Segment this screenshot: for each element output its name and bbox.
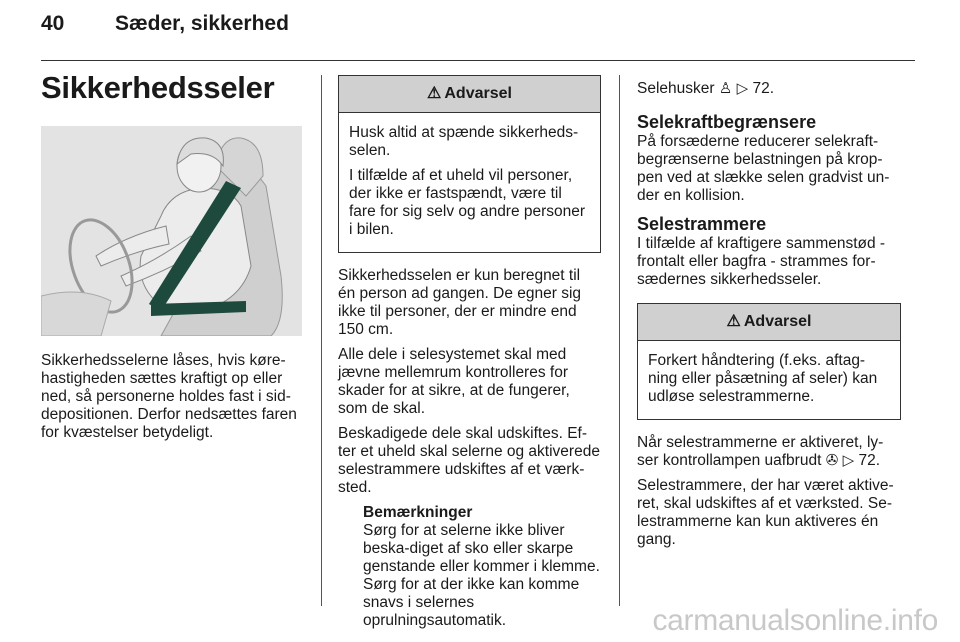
page-reference-arrow-icon: ▷ — [842, 452, 855, 469]
section-text: I tilfælde af kraftigere sammenstød - frontalt eller bagfra - strammes for-sædernes sikkerhedsseler. — [637, 235, 886, 288]
warning-text: I tilfælde af et uheld vil personer, der ikke er fastspændt, være til fare for sig selv og andre personer i bilen. — [349, 167, 586, 238]
warning-text: Husk altid at spænde sikkerheds-selen. — [349, 124, 579, 159]
note-block — [338, 504, 601, 630]
section-heading: Selestrammere — [637, 214, 767, 234]
page-header — [41, 12, 289, 36]
section-belt-force-limiters — [637, 112, 901, 205]
warning-body — [339, 113, 600, 252]
paragraph: Sikkerhedsselerne låses, hvis køre-hastigheden sættes kraftigt op eller ned, så personerne holdes fast i sid-depositionen. Derfor nedsættes faren for kvæstelser betydeligt. — [41, 352, 297, 441]
section-belt-pretensioners — [637, 214, 901, 289]
seatbelt-reminder-icon: ♙ — [718, 80, 733, 97]
warning-triangle-icon: ⚠ — [427, 85, 442, 102]
seatbelt-reminder-ref — [637, 80, 901, 98]
column-2 — [338, 75, 601, 630]
paragraph: Selestrammere, der har været aktive-ret, skal udskiftes af et værksted. Se-lestrammerne kan kun aktiveres én gang. — [637, 477, 894, 548]
note-text: Sørg for at selerne ikke bliver beska-diget af sko eller skarpe genstande eller kommer i klemme. Sørg for at der ikke kan komme snavs i selernes oprulningsautomatik. — [363, 522, 600, 629]
column-divider — [321, 75, 322, 606]
warning-text: Forkert håndtering (f.eks. aftag-ning eller påsætning af seler) kan udløse selestrammerne. — [648, 352, 878, 405]
section-text: På forsæderne reducerer selekraft-begrænserne belastningen på krop-pen ved at slække selen gradvist un-der en kollision. — [637, 133, 890, 204]
note-title: Bemærkninger — [363, 504, 473, 521]
watermark: carmanualsonline.info — [652, 604, 938, 637]
airbag-warning-icon: ✇ — [825, 452, 839, 469]
seatbelt-illustration — [41, 126, 302, 336]
column-3 — [637, 80, 901, 556]
header-divider — [41, 60, 915, 61]
reminder-text: Selehusker — [637, 80, 715, 97]
page-title: Sikkerhedsseler — [41, 70, 275, 105]
column-1 — [41, 352, 305, 449]
warning-label: Advarsel — [743, 313, 812, 330]
warning-box — [637, 303, 901, 420]
paragraph — [637, 434, 901, 470]
paragraph: Sikkerhedsselen er kun beregnet til én person ad gangen. De egner sig ikke til personer, der er mindre end 150 cm. — [338, 267, 582, 338]
warning-triangle-icon: ⚠ — [726, 313, 741, 330]
page-number: 40 — [41, 12, 65, 35]
warning-box — [338, 75, 601, 253]
paragraph: Alle dele i selesystemet skal med jævne mellemrum kontrolleres for skader for at sikre, at de fungerer, som de skal. — [338, 346, 570, 417]
page-reference-arrow-icon: ▷ — [736, 80, 749, 97]
warning-header — [638, 304, 900, 341]
section-heading: Selekraftbegrænsere — [637, 112, 817, 132]
warning-body — [638, 341, 900, 419]
column-divider — [619, 75, 620, 606]
warning-header — [339, 76, 600, 113]
driver-seatbelt-drawing — [41, 126, 302, 336]
chapter-title: Sæder, sikkerhed — [115, 12, 289, 35]
warning-label: Advarsel — [444, 85, 512, 102]
reference-page: 72. — [752, 80, 775, 97]
paragraph-text: Når selestrammerne er aktiveret, ly-ser kontrollampen uafbrudt — [637, 434, 884, 469]
reference-page: 72. — [858, 452, 881, 469]
paragraph: Beskadigede dele skal udskiftes. Ef-ter et uheld skal selerne og aktiverede selestrammere udskiftes af et værk-sted. — [338, 425, 600, 496]
